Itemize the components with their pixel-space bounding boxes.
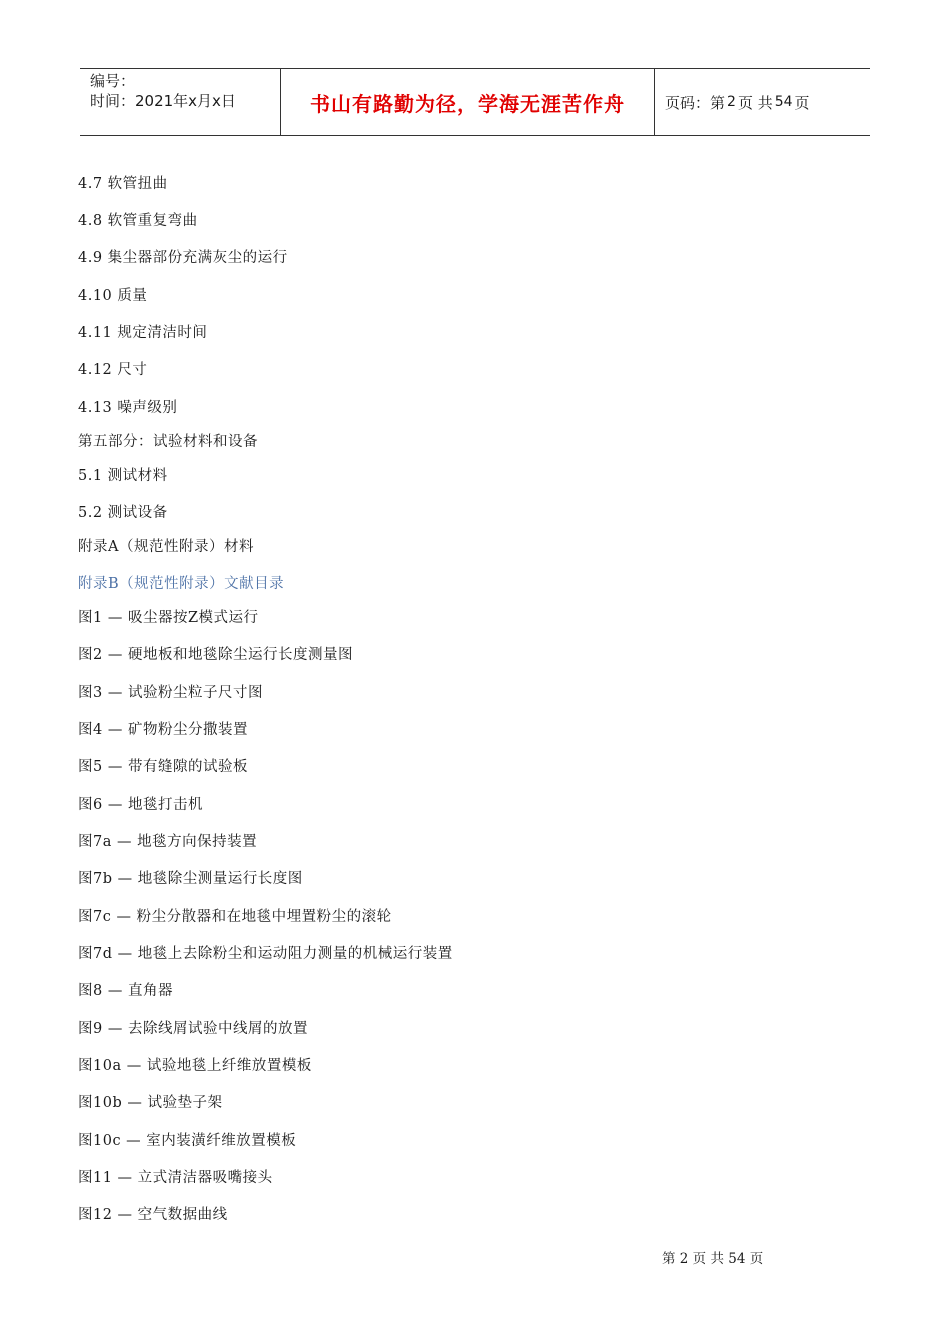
toc-item[interactable]: 图8 — 直角器: [78, 983, 173, 999]
toc-item[interactable]: 4.12 尺寸: [78, 362, 148, 378]
toc-item[interactable]: 图7a — 地毯方向保持装置: [78, 834, 258, 850]
toc-item[interactable]: 图10c — 室内装潢纤维放置模板: [78, 1133, 297, 1149]
page-number: 2: [727, 94, 736, 110]
toc-item[interactable]: 5.2 测试设备: [78, 505, 168, 521]
toc-item[interactable]: 5.1 测试材料: [78, 468, 168, 484]
toc-item[interactable]: 4.9 集尘器部份充满灰尘的运行: [78, 250, 288, 266]
toc-item[interactable]: 图1 — 吸尘器按Z模式运行: [78, 610, 259, 626]
toc-item[interactable]: 图3 — 试验粉尘粒子尺寸图: [78, 685, 263, 701]
toc-item[interactable]: 附录A（规范性附录）材料: [78, 539, 254, 555]
toc-item[interactable]: 4.7 软管扭曲: [78, 176, 168, 192]
header-motto: 书山有路勤为径，学海无涯苦作舟: [281, 69, 655, 135]
toc-item[interactable]: 4.10 质量: [78, 288, 148, 304]
toc-item[interactable]: 第五部分：试验材料和设备: [78, 434, 258, 450]
toc-item[interactable]: 图2 — 硬地板和地毯除尘运行长度测量图: [78, 647, 353, 663]
toc-item[interactable]: 4.13 噪声级别: [78, 400, 178, 416]
page-suffix: 页: [794, 93, 810, 112]
toc-item[interactable]: 4.11 规定清洁时间: [78, 325, 208, 341]
toc-item[interactable]: 图5 — 带有缝隙的试验板: [78, 759, 248, 775]
page-total: 54: [774, 94, 793, 110]
toc-item[interactable]: 图12 — 空气数据曲线: [78, 1207, 228, 1223]
page-header: [80, 68, 870, 136]
toc-item[interactable]: 图10a — 试验地毯上纤维放置模板: [78, 1058, 312, 1074]
toc-item[interactable]: 图6 — 地毯打击机: [78, 797, 203, 813]
toc-item[interactable]: 图9 — 去除线屑试验中线屑的放置: [78, 1021, 308, 1037]
time-label: 时间：2021年x月x日: [90, 92, 236, 110]
header-meta: [80, 69, 281, 135]
page-mid: 页 共: [737, 93, 773, 112]
toc-item[interactable]: 4.8 软管重复弯曲: [78, 213, 198, 229]
number-label: 编号：: [90, 72, 136, 90]
page-footer: 第 2 页 共 54 页: [662, 1251, 764, 1267]
toc-item[interactable]: 图11 — 立式清洁器吸嘴接头: [78, 1170, 273, 1186]
page-prefix: 页码：第: [665, 93, 726, 112]
toc-item[interactable]: 图7b — 地毯除尘测量运行长度图: [78, 871, 303, 887]
toc-item-link[interactable]: 附录B（规范性附录）文献目录: [78, 576, 285, 592]
toc-item[interactable]: 图7d — 地毯上去除粉尘和运动阻力测量的机械运行装置: [78, 946, 453, 962]
toc-item[interactable]: 图4 — 矿物粉尘分撒装置: [78, 722, 248, 738]
header-page-info: [655, 69, 870, 135]
toc-item[interactable]: 图10b — 试验垫子架: [78, 1095, 223, 1111]
toc-item[interactable]: 图7c — 粉尘分散器和在地毯中埋置粉尘的滚轮: [78, 909, 392, 925]
